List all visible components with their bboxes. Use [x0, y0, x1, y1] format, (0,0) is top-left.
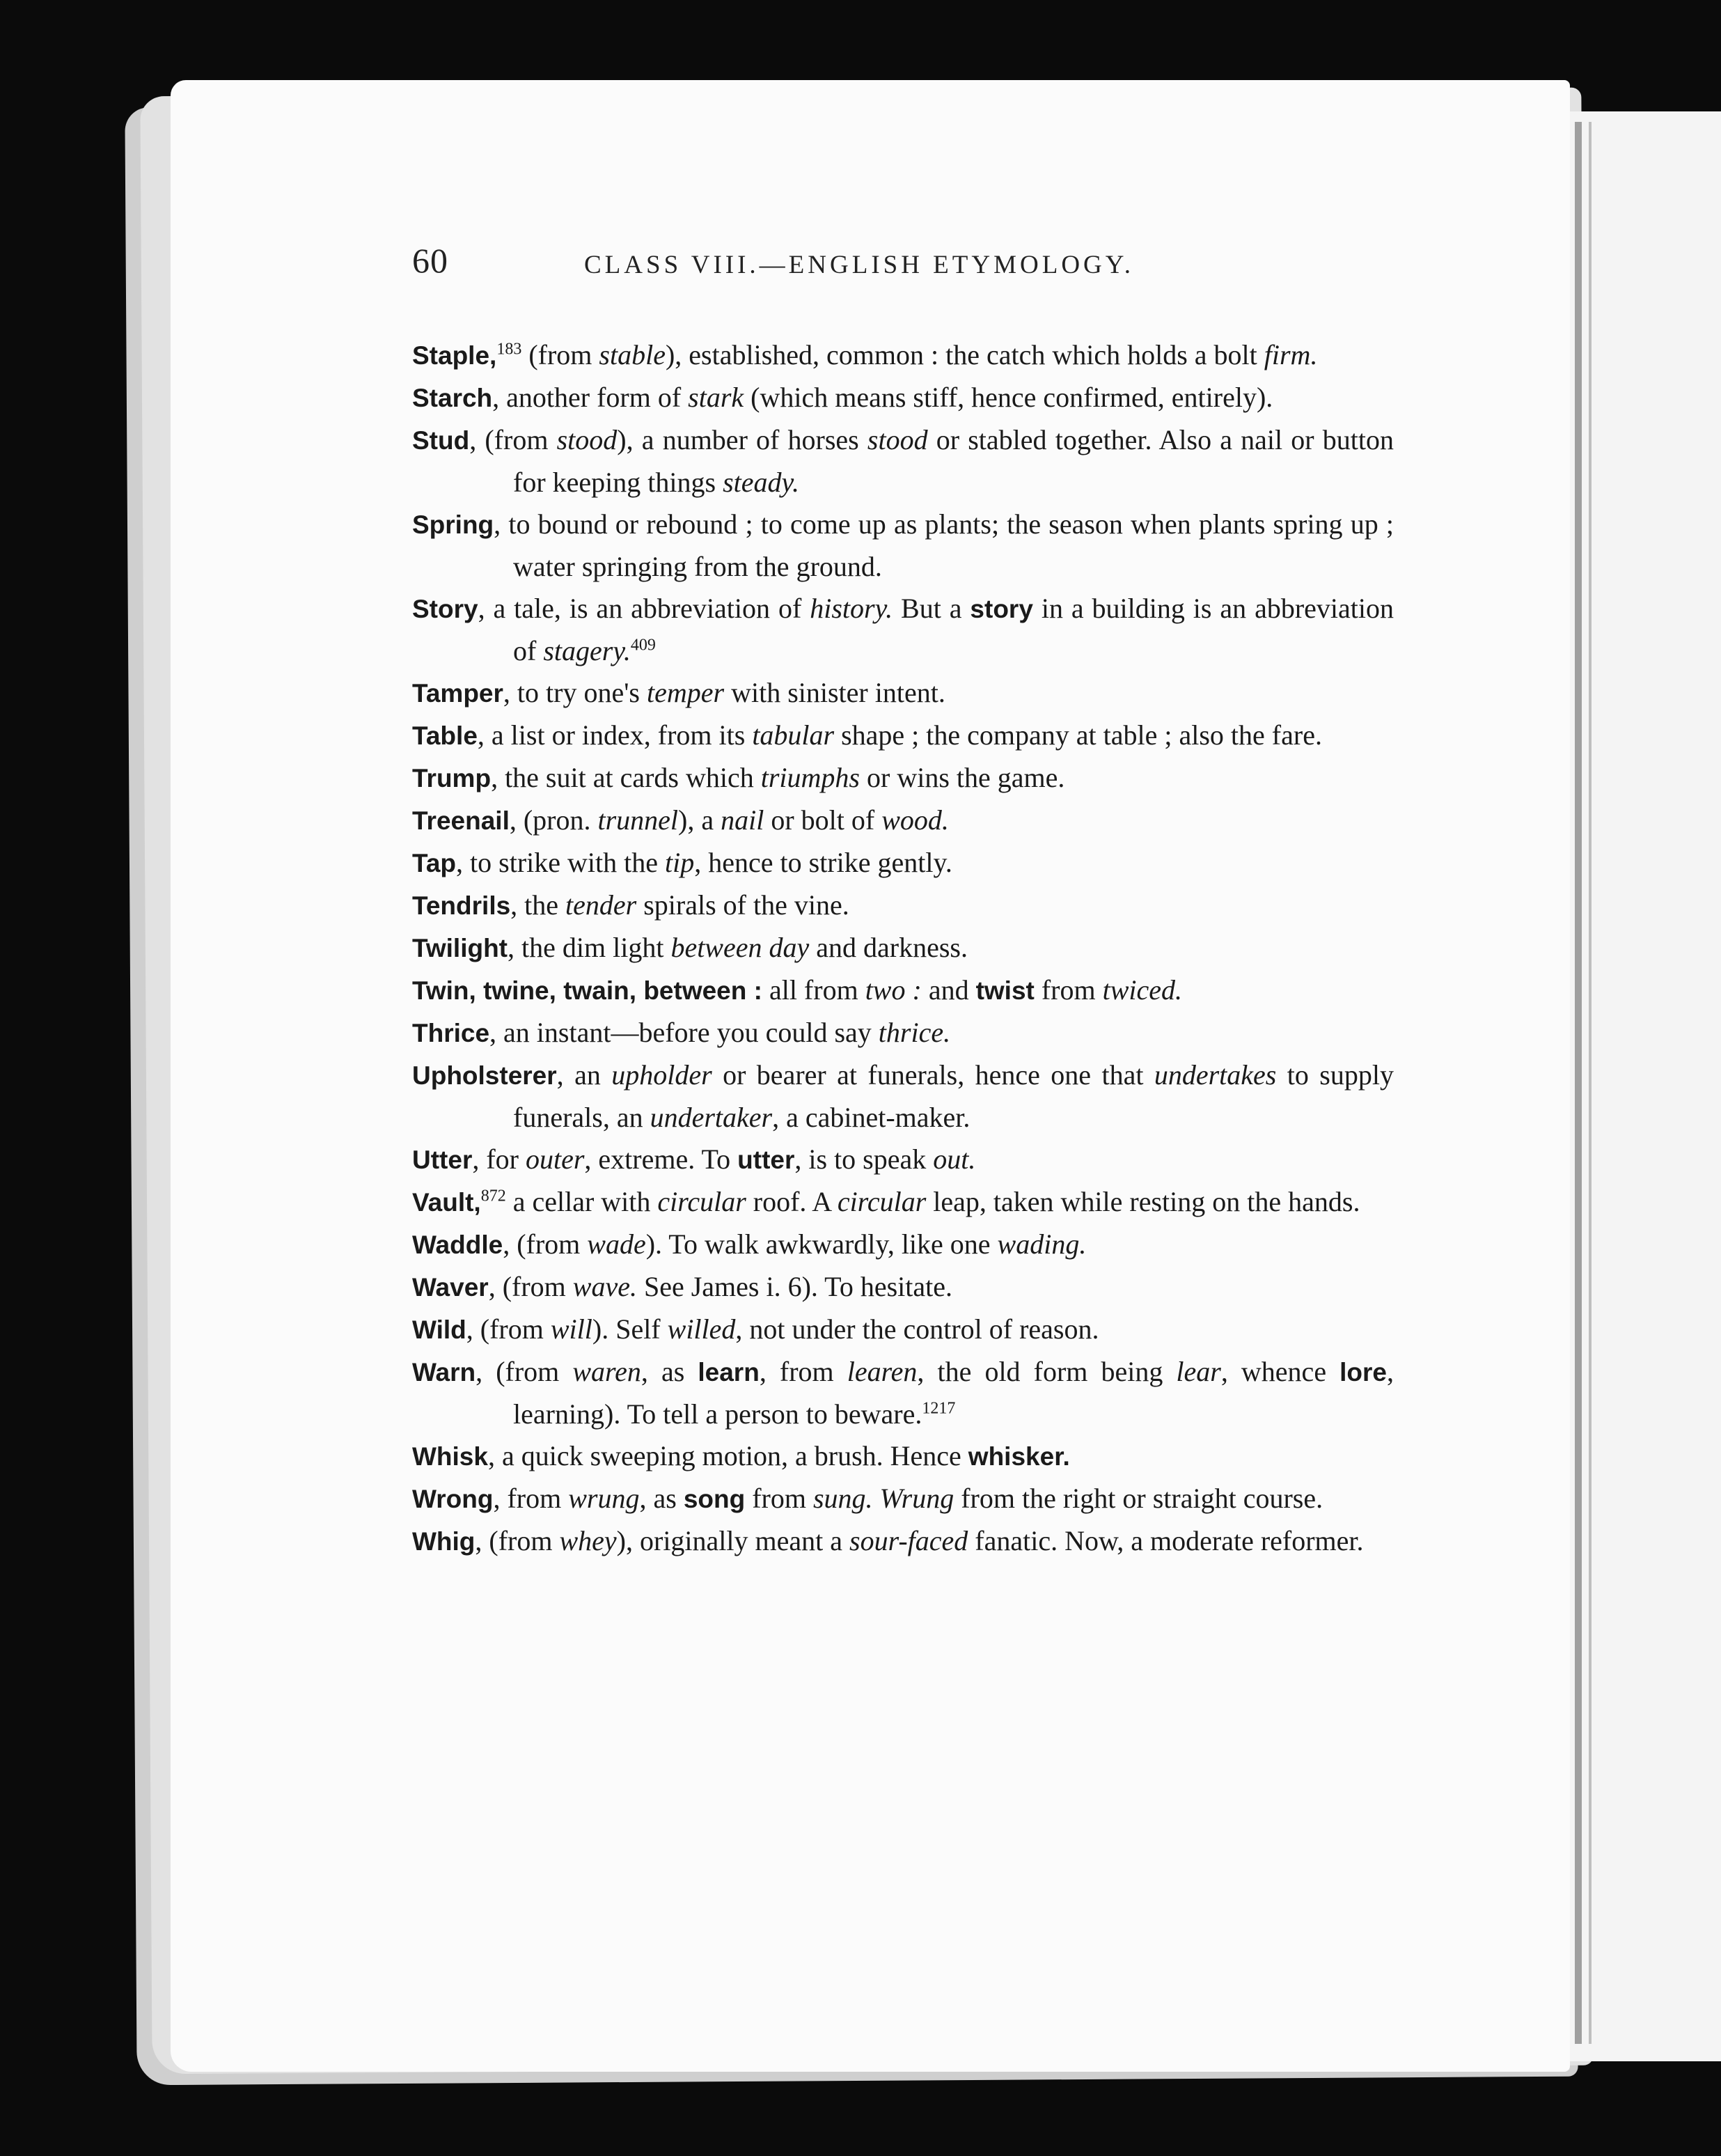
- glossary-entry: [412, 1351, 1394, 1435]
- glossary-entry: [412, 1224, 1394, 1266]
- italic-term: between day: [670, 932, 810, 963]
- glossary-entry: [412, 503, 1394, 588]
- glossary-entry: [412, 1012, 1394, 1054]
- entry-text: roof. A: [746, 1186, 838, 1217]
- glossary-entry: [412, 927, 1394, 969]
- entry-text: , the: [510, 889, 566, 921]
- glossary-entry: [412, 377, 1394, 419]
- entry-text: and darkness.: [809, 932, 968, 963]
- italic-term: triumphs: [760, 762, 860, 793]
- entry-headword: Staple,: [412, 341, 497, 370]
- entry-text: , from: [493, 1483, 569, 1514]
- entry-text: ), a: [678, 804, 721, 836]
- italic-term: sour-faced: [849, 1525, 968, 1556]
- entry-headword: Treenail: [412, 806, 510, 835]
- entry-text: , (pron.: [509, 804, 598, 836]
- italic-term: Wrung: [879, 1483, 954, 1514]
- entry-text: (from: [521, 339, 599, 370]
- entry-text: from: [745, 1483, 813, 1514]
- footnote-reference: 183: [496, 340, 522, 359]
- italic-term: circular: [657, 1186, 746, 1217]
- entry-text: [873, 1483, 880, 1514]
- entry-text: , an: [556, 1059, 612, 1091]
- entry-headword: Waddle: [412, 1231, 503, 1259]
- entry-text: , a tale, is an abbreviation of: [478, 593, 810, 624]
- italic-term: undertakes: [1154, 1059, 1277, 1091]
- glossary-entry: [412, 1435, 1394, 1478]
- glossary-entry: [412, 1266, 1394, 1309]
- binding-gutter: [1575, 122, 1582, 2044]
- entry-headword: Spring: [412, 510, 494, 539]
- entry-text: in a building is an abbreviation of: [513, 593, 1394, 666]
- italic-term: stood: [556, 424, 618, 455]
- entry-headword: Twin, twine, twain, between :: [412, 976, 762, 1005]
- italic-term: lear: [1176, 1356, 1221, 1387]
- entry-text: fanatic. Now, a moderate reformer.: [968, 1525, 1364, 1556]
- entry-text: ), originally meant a: [616, 1525, 850, 1556]
- entry-text: spirals of the vine.: [636, 889, 849, 921]
- glossary-entry: [412, 1181, 1394, 1224]
- italic-term: temper: [647, 677, 725, 708]
- entry-headword: Tap: [412, 849, 457, 877]
- italic-term: trunnel: [597, 804, 679, 836]
- bold-term: whisker.: [968, 1442, 1070, 1471]
- bold-term: song: [683, 1485, 746, 1513]
- entry-headword: Whisk: [412, 1442, 488, 1471]
- italic-term: upholder: [611, 1059, 712, 1091]
- italic-term: tender: [565, 889, 637, 921]
- entry-text: or stabled together. Also a nail or button for keeping things: [513, 424, 1394, 498]
- entry-headword: Waver: [412, 1273, 489, 1302]
- entry-text: from the right or straight course.: [954, 1483, 1323, 1514]
- italic-term: wading.: [997, 1228, 1087, 1260]
- entry-text: , is to speak: [794, 1143, 934, 1175]
- italic-term: wave.: [572, 1271, 637, 1302]
- entry-text: , learning). To tell a person to beware.: [513, 1356, 1394, 1430]
- entry-text: to supply funerals, an: [513, 1059, 1394, 1133]
- italic-term: circular: [837, 1186, 927, 1217]
- footnote-reference: 409: [630, 636, 656, 655]
- entry-text: leap, taken while resting on the hands.: [926, 1186, 1360, 1217]
- entry-text: , to strike with the: [456, 847, 666, 878]
- entry-headword: Upholsterer: [412, 1061, 557, 1090]
- entry-headword: Story: [412, 595, 478, 623]
- glossary-entry: [412, 1478, 1394, 1520]
- footnote-reference: 1217: [922, 1399, 956, 1418]
- entry-text: , not under the control of reason.: [735, 1313, 1099, 1345]
- italic-term: out.: [933, 1143, 976, 1175]
- italic-term: nail: [721, 804, 764, 836]
- entry-text: , to bound or rebound ; to come up as plants; the season when plants spring up ; water springing from the ground.: [494, 508, 1394, 582]
- entry-text: , (from: [475, 1525, 560, 1556]
- running-head: CLASS VIII.—ENGLISH ETYMOLOGY.: [584, 251, 1134, 279]
- entry-text: a cellar with: [505, 1186, 658, 1217]
- entry-headword: Whig: [412, 1527, 476, 1556]
- entry-text: , (from: [469, 424, 557, 455]
- entry-headword: Wrong: [412, 1485, 494, 1513]
- entry-headword: Starch: [412, 384, 493, 412]
- entry-text: from: [1034, 974, 1103, 1006]
- glossary-entry: [412, 672, 1394, 714]
- italic-term: waren: [572, 1356, 641, 1387]
- italic-term: tabular: [752, 719, 835, 751]
- bold-term: story: [970, 595, 1033, 623]
- entry-text: or wins the game.: [860, 762, 1065, 793]
- entry-text: , the old form being: [917, 1356, 1177, 1387]
- entry-text: But a: [893, 593, 970, 624]
- entry-headword: Trump: [412, 764, 492, 792]
- entry-text: , (from: [503, 1228, 588, 1260]
- entry-text: , an instant—before you could say: [489, 1017, 879, 1048]
- binding-gutter: [1589, 122, 1592, 2044]
- entry-text: , hence to strike gently.: [694, 847, 952, 878]
- italic-term: tip: [665, 847, 695, 878]
- entry-text: ). Self: [592, 1313, 668, 1345]
- entry-text: ). To walk awkwardly, like one: [645, 1228, 998, 1260]
- entry-text: shape ; the company at table ; also the fare.: [834, 719, 1322, 751]
- facing-page: [1570, 111, 1721, 2061]
- italic-term: willed: [667, 1313, 736, 1345]
- italic-term: wrung: [568, 1483, 640, 1514]
- footnote-reference: 872: [480, 1187, 506, 1205]
- italic-term: history.: [810, 593, 893, 624]
- glossary-entry: [412, 1054, 1394, 1139]
- entry-headword: Thrice: [412, 1019, 490, 1047]
- bold-term: twist: [975, 976, 1035, 1005]
- bold-term: learn: [698, 1358, 760, 1386]
- entry-headword: Stud: [412, 426, 470, 455]
- italic-term: will: [550, 1313, 592, 1345]
- entry-text: , extreme. To: [584, 1143, 738, 1175]
- entry-text: See James i. 6). To hesitate.: [636, 1271, 952, 1302]
- entry-headword: Utter: [412, 1146, 473, 1174]
- entry-text: , to try one's: [503, 677, 647, 708]
- italic-term: outer: [525, 1143, 585, 1175]
- entry-headword: Table: [412, 721, 478, 750]
- italic-term: wade: [587, 1228, 646, 1260]
- italic-term: learen: [847, 1356, 918, 1387]
- glossary-entry: [412, 588, 1394, 672]
- glossary-entry: [412, 1309, 1394, 1351]
- page-number: 60: [412, 241, 448, 280]
- italic-term: twiced.: [1102, 974, 1183, 1006]
- entry-text: ), established, common : the catch which holds a bolt: [665, 339, 1264, 370]
- italic-term: steady.: [723, 467, 800, 498]
- entry-text: and: [921, 974, 976, 1006]
- entry-text: , the dim light: [508, 932, 671, 963]
- entry-headword: Warn: [412, 1358, 476, 1386]
- bold-term: lore: [1339, 1358, 1388, 1386]
- italic-term: stark: [688, 382, 744, 413]
- entry-text: (which means stiff, hence confirmed, entirely).: [744, 382, 1273, 413]
- entry-text: , from: [759, 1356, 847, 1387]
- entry-text: ), a number of horses: [617, 424, 867, 455]
- italic-term: firm.: [1264, 339, 1318, 370]
- page-header: [412, 240, 1373, 289]
- entry-text: , (from: [476, 1356, 573, 1387]
- entry-text: , the suit at cards which: [491, 762, 761, 793]
- entry-text: , (from: [488, 1271, 573, 1302]
- entry-text: , a quick sweeping motion, a brush. Hence: [487, 1440, 968, 1471]
- entry-text: , a list or index, from its: [477, 719, 753, 751]
- entry-headword: Twilight: [412, 934, 508, 962]
- glossary-entry: [412, 714, 1394, 757]
- glossary-entry: [412, 799, 1394, 842]
- entry-list: [412, 334, 1394, 1563]
- glossary-entry: [412, 419, 1394, 503]
- entry-text: , whence: [1220, 1356, 1340, 1387]
- glossary-entry: [412, 884, 1394, 927]
- entry-headword: Vault,: [412, 1188, 481, 1217]
- bold-term: utter: [737, 1146, 795, 1174]
- entry-text: or bolt of: [764, 804, 882, 836]
- glossary-entry: [412, 1520, 1394, 1563]
- entry-text: or bearer at funerals, hence one that: [712, 1059, 1154, 1091]
- italic-term: two :: [865, 974, 922, 1006]
- entry-headword: Wild: [412, 1315, 466, 1344]
- entry-text: , (from: [466, 1313, 551, 1345]
- entry-text: , as: [639, 1483, 684, 1514]
- italic-term: whey: [559, 1525, 617, 1556]
- italic-term: undertaker: [650, 1102, 773, 1133]
- entry-text: , another form of: [492, 382, 689, 413]
- glossary-entry: [412, 842, 1394, 884]
- entry-text: , for: [472, 1143, 526, 1175]
- glossary-entry: [412, 1139, 1394, 1181]
- italic-term: thrice.: [878, 1017, 951, 1048]
- italic-term: wood.: [881, 804, 949, 836]
- glossary-entry: [412, 757, 1394, 799]
- entry-headword: Tendrils: [412, 891, 511, 920]
- glossary-entry: [412, 334, 1394, 377]
- italic-term: stagery.: [543, 635, 631, 666]
- entry-headword: Tamper: [412, 679, 503, 708]
- entry-text: all from: [762, 974, 865, 1006]
- italic-term: sung.: [812, 1483, 873, 1514]
- italic-term: stable: [599, 339, 666, 370]
- glossary-entry: [412, 969, 1394, 1012]
- entry-text: , as: [641, 1356, 698, 1387]
- italic-term: stood: [867, 424, 928, 455]
- entry-text: , a cabinet-maker.: [772, 1102, 970, 1133]
- entry-text: with sinister intent.: [724, 677, 945, 708]
